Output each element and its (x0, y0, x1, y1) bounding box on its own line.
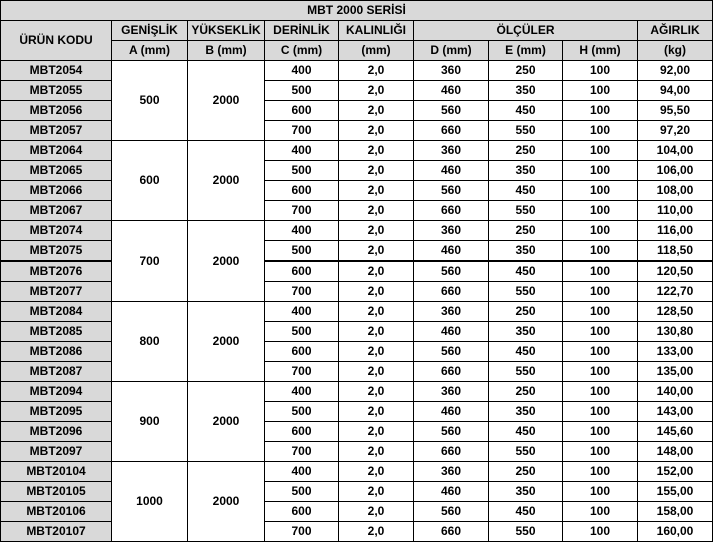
header-depth: DERİNLİK (265, 21, 339, 41)
product-code-cell: MBT2076 (1, 261, 112, 282)
depth-cell: 400 (265, 61, 339, 81)
thickness-cell: 2,0 (339, 522, 414, 542)
height-cell: 2000 (188, 382, 265, 462)
depth-cell: 400 (265, 221, 339, 241)
unit-height: B (mm) (188, 41, 265, 61)
product-code-cell: MBT2056 (1, 101, 112, 121)
dim-h-cell: 100 (563, 462, 638, 482)
depth-cell: 400 (265, 462, 339, 482)
thickness-cell: 2,0 (339, 502, 414, 522)
dim-e-cell: 250 (489, 141, 563, 161)
dim-h-cell: 100 (563, 482, 638, 502)
unit-thickness: (mm) (339, 41, 414, 61)
weight-cell: 143,00 (638, 402, 713, 422)
dim-e-cell: 350 (489, 322, 563, 342)
depth-cell: 600 (265, 181, 339, 201)
table-row (1, 101, 713, 121)
dim-e-cell: 450 (489, 502, 563, 522)
thickness-cell: 2,0 (339, 402, 414, 422)
product-code-cell: MBT2094 (1, 382, 112, 402)
weight-cell: 118,50 (638, 241, 713, 262)
product-code-cell: MBT2096 (1, 422, 112, 442)
unit-e: E (mm) (489, 41, 563, 61)
thickness-cell: 2,0 (339, 201, 414, 221)
table-row (1, 402, 713, 422)
weight-cell: 116,00 (638, 221, 713, 241)
dim-h-cell: 100 (563, 121, 638, 141)
dim-e-cell: 550 (489, 442, 563, 462)
weight-cell: 158,00 (638, 502, 713, 522)
product-code-cell: MBT2095 (1, 402, 112, 422)
dim-d-cell: 460 (414, 241, 489, 262)
product-code-cell: MBT20104 (1, 462, 112, 482)
table-row (1, 121, 713, 141)
height-cell: 2000 (188, 221, 265, 302)
thickness-cell: 2,0 (339, 382, 414, 402)
dim-e-cell: 250 (489, 61, 563, 81)
width-cell: 700 (112, 221, 188, 302)
weight-cell: 155,00 (638, 482, 713, 502)
dim-h-cell: 100 (563, 502, 638, 522)
table-body (1, 61, 713, 542)
dim-h-cell: 100 (563, 261, 638, 282)
height-cell: 2000 (188, 141, 265, 221)
product-code-cell: MBT2067 (1, 201, 112, 221)
product-code-cell: MBT20105 (1, 482, 112, 502)
dim-d-cell: 460 (414, 402, 489, 422)
dim-e-cell: 550 (489, 522, 563, 542)
table-row (1, 502, 713, 522)
width-cell: 600 (112, 141, 188, 221)
depth-cell: 500 (265, 81, 339, 101)
unit-depth: C (mm) (265, 41, 339, 61)
thickness-cell: 2,0 (339, 482, 414, 502)
weight-cell: 92,00 (638, 61, 713, 81)
header-dimensions: ÖLÇÜLER (414, 21, 638, 41)
dim-e-cell: 350 (489, 241, 563, 262)
thickness-cell: 2,0 (339, 121, 414, 141)
table-row (1, 221, 713, 241)
dim-h-cell: 100 (563, 201, 638, 221)
table-row (1, 181, 713, 201)
weight-cell: 130,80 (638, 322, 713, 342)
depth-cell: 500 (265, 322, 339, 342)
depth-cell: 500 (265, 241, 339, 262)
table-row (1, 282, 713, 302)
thickness-cell: 2,0 (339, 181, 414, 201)
dim-h-cell: 100 (563, 141, 638, 161)
weight-cell: 108,00 (638, 181, 713, 201)
dim-d-cell: 360 (414, 462, 489, 482)
dim-e-cell: 550 (489, 282, 563, 302)
depth-cell: 700 (265, 201, 339, 221)
table-row (1, 362, 713, 382)
thickness-cell: 2,0 (339, 61, 414, 81)
thickness-cell: 2,0 (339, 282, 414, 302)
dim-h-cell: 100 (563, 422, 638, 442)
header-product-code: ÜRÜN KODU (1, 21, 112, 61)
product-code-cell: MBT2097 (1, 442, 112, 462)
product-code-cell: MBT20107 (1, 522, 112, 542)
thickness-cell: 2,0 (339, 221, 414, 241)
dim-h-cell: 100 (563, 382, 638, 402)
depth-cell: 400 (265, 382, 339, 402)
depth-cell: 600 (265, 502, 339, 522)
depth-cell: 500 (265, 482, 339, 502)
weight-cell: 152,00 (638, 462, 713, 482)
dim-d-cell: 560 (414, 502, 489, 522)
table-row (1, 201, 713, 221)
dim-e-cell: 550 (489, 362, 563, 382)
table-title: MBT 2000 SERİSİ (1, 1, 713, 21)
dim-e-cell: 250 (489, 221, 563, 241)
product-code-cell: MBT2085 (1, 322, 112, 342)
width-cell: 900 (112, 382, 188, 462)
product-code-cell: MBT2054 (1, 61, 112, 81)
product-code-cell: MBT2064 (1, 141, 112, 161)
table-row (1, 522, 713, 542)
header-weight: AĞIRLIK (638, 21, 713, 41)
thickness-cell: 2,0 (339, 362, 414, 382)
dim-e-cell: 350 (489, 81, 563, 101)
thickness-cell: 2,0 (339, 462, 414, 482)
weight-cell: 94,00 (638, 81, 713, 101)
dim-d-cell: 460 (414, 322, 489, 342)
table-row (1, 322, 713, 342)
table-row (1, 261, 713, 282)
dim-d-cell: 360 (414, 302, 489, 322)
height-cell: 2000 (188, 462, 265, 542)
depth-cell: 700 (265, 282, 339, 302)
dim-d-cell: 560 (414, 422, 489, 442)
dim-h-cell: 100 (563, 342, 638, 362)
dim-d-cell: 360 (414, 61, 489, 81)
dim-h-cell: 100 (563, 101, 638, 121)
table-row (1, 161, 713, 181)
weight-cell: 120,50 (638, 261, 713, 282)
dim-h-cell: 100 (563, 81, 638, 101)
dim-h-cell: 100 (563, 442, 638, 462)
product-code-cell: MBT2065 (1, 161, 112, 181)
weight-cell: 145,60 (638, 422, 713, 442)
product-code-cell: MBT2055 (1, 81, 112, 101)
dim-e-cell: 350 (489, 161, 563, 181)
unit-d: D (mm) (414, 41, 489, 61)
dim-h-cell: 100 (563, 522, 638, 542)
unit-weight: (kg) (638, 41, 713, 61)
thickness-cell: 2,0 (339, 241, 414, 262)
dim-d-cell: 660 (414, 442, 489, 462)
header-width: GENİŞLİK (112, 21, 188, 41)
depth-cell: 700 (265, 442, 339, 462)
depth-cell: 600 (265, 101, 339, 121)
thickness-cell: 2,0 (339, 302, 414, 322)
dim-e-cell: 450 (489, 422, 563, 442)
dim-h-cell: 100 (563, 402, 638, 422)
depth-cell: 700 (265, 121, 339, 141)
table-row (1, 462, 713, 482)
weight-cell: 140,00 (638, 382, 713, 402)
dim-d-cell: 560 (414, 101, 489, 121)
table-row (1, 442, 713, 462)
dim-d-cell: 560 (414, 181, 489, 201)
width-cell: 1000 (112, 462, 188, 542)
unit-width: A (mm) (112, 41, 188, 61)
header-thickness: KALINLIĞI (339, 21, 414, 41)
dim-h-cell: 100 (563, 241, 638, 262)
dim-h-cell: 100 (563, 362, 638, 382)
table-row (1, 81, 713, 101)
dim-h-cell: 100 (563, 302, 638, 322)
dim-e-cell: 250 (489, 302, 563, 322)
dim-h-cell: 100 (563, 61, 638, 81)
thickness-cell: 2,0 (339, 261, 414, 282)
weight-cell: 110,00 (638, 201, 713, 221)
weight-cell: 135,00 (638, 362, 713, 382)
weight-cell: 128,50 (638, 302, 713, 322)
depth-cell: 500 (265, 161, 339, 181)
thickness-cell: 2,0 (339, 101, 414, 121)
weight-cell: 148,00 (638, 442, 713, 462)
dim-d-cell: 460 (414, 81, 489, 101)
depth-cell: 700 (265, 362, 339, 382)
table-row (1, 141, 713, 161)
dim-d-cell: 460 (414, 482, 489, 502)
table-row (1, 241, 713, 262)
product-code-cell: MBT2074 (1, 221, 112, 241)
header-height: YÜKSEKLİK (188, 21, 265, 41)
dim-d-cell: 360 (414, 221, 489, 241)
dim-e-cell: 450 (489, 342, 563, 362)
thickness-cell: 2,0 (339, 81, 414, 101)
dim-e-cell: 450 (489, 101, 563, 121)
dim-d-cell: 660 (414, 522, 489, 542)
dim-d-cell: 660 (414, 282, 489, 302)
product-code-cell: MBT2077 (1, 282, 112, 302)
dim-d-cell: 660 (414, 201, 489, 221)
thickness-cell: 2,0 (339, 342, 414, 362)
weight-cell: 97,20 (638, 121, 713, 141)
product-code-cell: MBT2087 (1, 362, 112, 382)
depth-cell: 600 (265, 342, 339, 362)
depth-cell: 500 (265, 402, 339, 422)
dim-e-cell: 350 (489, 482, 563, 502)
width-cell: 800 (112, 302, 188, 382)
table-row (1, 61, 713, 81)
dim-e-cell: 250 (489, 382, 563, 402)
dim-d-cell: 360 (414, 382, 489, 402)
dim-e-cell: 550 (489, 121, 563, 141)
thickness-cell: 2,0 (339, 161, 414, 181)
product-code-cell: MBT2066 (1, 181, 112, 201)
height-cell: 2000 (188, 302, 265, 382)
depth-cell: 600 (265, 261, 339, 282)
dim-d-cell: 560 (414, 342, 489, 362)
unit-h: H (mm) (563, 41, 638, 61)
weight-cell: 133,00 (638, 342, 713, 362)
width-cell: 500 (112, 61, 188, 141)
depth-cell: 400 (265, 302, 339, 322)
depth-cell: 400 (265, 141, 339, 161)
dim-e-cell: 250 (489, 462, 563, 482)
height-cell: 2000 (188, 61, 265, 141)
thickness-cell: 2,0 (339, 422, 414, 442)
dim-d-cell: 360 (414, 141, 489, 161)
table-row (1, 482, 713, 502)
dim-h-cell: 100 (563, 161, 638, 181)
table-row (1, 382, 713, 402)
dim-d-cell: 560 (414, 261, 489, 282)
dim-h-cell: 100 (563, 322, 638, 342)
weight-cell: 95,50 (638, 101, 713, 121)
table-row (1, 302, 713, 322)
dim-e-cell: 550 (489, 201, 563, 221)
thickness-cell: 2,0 (339, 442, 414, 462)
dim-e-cell: 450 (489, 261, 563, 282)
product-code-cell: MBT2086 (1, 342, 112, 362)
weight-cell: 106,00 (638, 161, 713, 181)
thickness-cell: 2,0 (339, 322, 414, 342)
table-row (1, 422, 713, 442)
dim-e-cell: 450 (489, 181, 563, 201)
product-code-cell: MBT2075 (1, 241, 112, 262)
dim-h-cell: 100 (563, 282, 638, 302)
weight-cell: 122,70 (638, 282, 713, 302)
dim-d-cell: 660 (414, 121, 489, 141)
dim-h-cell: 100 (563, 221, 638, 241)
depth-cell: 600 (265, 422, 339, 442)
weight-cell: 104,00 (638, 141, 713, 161)
dim-h-cell: 100 (563, 181, 638, 201)
product-code-cell: MBT2057 (1, 121, 112, 141)
dim-e-cell: 350 (489, 402, 563, 422)
dim-d-cell: 460 (414, 161, 489, 181)
dim-d-cell: 660 (414, 362, 489, 382)
product-code-cell: MBT20106 (1, 502, 112, 522)
product-code-cell: MBT2084 (1, 302, 112, 322)
table-row (1, 342, 713, 362)
weight-cell: 160,00 (638, 522, 713, 542)
depth-cell: 700 (265, 522, 339, 542)
thickness-cell: 2,0 (339, 141, 414, 161)
